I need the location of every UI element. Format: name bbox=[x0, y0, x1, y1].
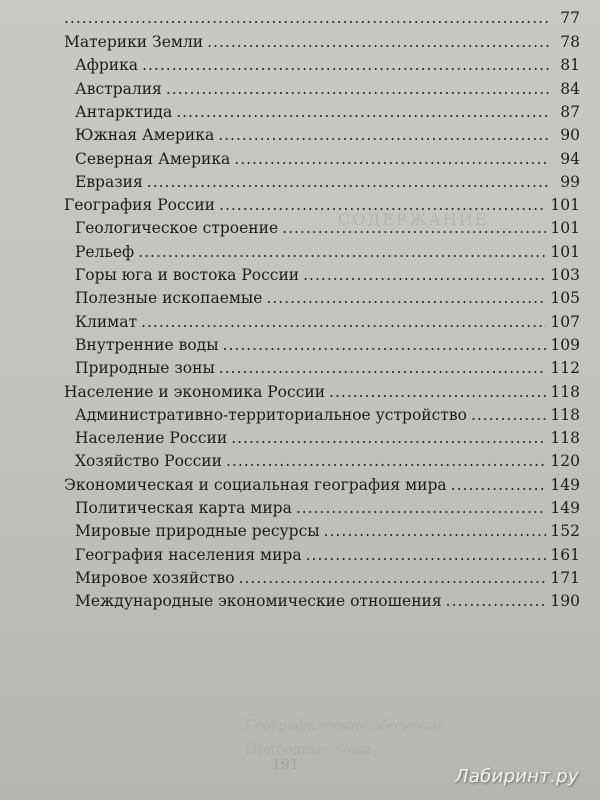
toc-page-number: 99 bbox=[560, 173, 580, 191]
toc-title: География России bbox=[64, 196, 216, 214]
toc-section-row bbox=[64, 382, 580, 404]
show-through-line: Природные зоны bbox=[245, 742, 372, 758]
toc-page-number: 101 bbox=[550, 196, 580, 214]
leader-dots bbox=[239, 568, 547, 588]
toc-title: Полезные ископаемые bbox=[75, 289, 263, 307]
toc-title: Евразия bbox=[75, 173, 143, 191]
toc-title: Рельеф bbox=[75, 243, 135, 261]
leader-dots bbox=[296, 498, 547, 518]
toc-subsection-row bbox=[75, 172, 580, 194]
leader-dots bbox=[219, 358, 547, 378]
toc-subsection-row bbox=[75, 218, 580, 240]
toc-page-number: 105 bbox=[550, 289, 580, 307]
toc-title: Природные зоны bbox=[75, 359, 215, 377]
leader-dots bbox=[266, 288, 546, 308]
toc-title: Южная Америка bbox=[75, 126, 215, 144]
leader-dots bbox=[218, 125, 550, 145]
toc-title: Северная Америка bbox=[75, 150, 231, 168]
toc-section-row bbox=[64, 32, 580, 54]
toc-title: Политическая карта мира bbox=[75, 499, 292, 517]
toc-page-number: 101 bbox=[550, 243, 580, 261]
toc-subsection-row bbox=[75, 521, 580, 543]
leader-dots bbox=[166, 79, 550, 99]
toc-subsection-row bbox=[75, 405, 580, 427]
leader-dots bbox=[226, 451, 546, 471]
toc-title: Население и экономика России bbox=[64, 383, 326, 401]
leader-dots bbox=[231, 428, 546, 448]
toc-page-number: 120 bbox=[550, 452, 580, 470]
toc-title: Австралия bbox=[75, 80, 162, 98]
leader-dots bbox=[306, 545, 547, 565]
toc-title: Горы юга и востока России bbox=[75, 266, 300, 284]
toc-title: Геологическое строение bbox=[75, 219, 279, 237]
leader-dots bbox=[282, 218, 546, 238]
toc-page-number: 107 bbox=[550, 313, 580, 331]
leader-dots bbox=[147, 172, 550, 192]
toc-subsection-row bbox=[75, 242, 580, 264]
toc-title: Хозяйство России bbox=[75, 452, 222, 470]
toc-page-number: 90 bbox=[560, 126, 580, 144]
leader-dots bbox=[64, 8, 550, 28]
toc-page-number: 94 bbox=[560, 150, 580, 168]
toc-page-number: 84 bbox=[560, 80, 580, 98]
toc-title: Мировое хозяйство bbox=[75, 569, 235, 587]
leader-dots bbox=[329, 382, 546, 402]
leader-dots bbox=[138, 242, 546, 262]
toc-page-number: 171 bbox=[550, 569, 580, 587]
toc-section-row bbox=[64, 195, 580, 217]
toc-subsection-row bbox=[75, 102, 580, 124]
leader-dots bbox=[176, 102, 550, 122]
toc-page-number: 149 bbox=[550, 499, 580, 517]
toc-page-number: 152 bbox=[550, 522, 580, 540]
toc-subsection-row bbox=[75, 451, 580, 473]
toc-page-number: 118 bbox=[550, 406, 580, 424]
toc-title: Антарктида bbox=[75, 103, 173, 121]
leader-dots bbox=[207, 32, 550, 52]
toc-page-number: 101 bbox=[550, 219, 580, 237]
toc-page-number: 149 bbox=[550, 476, 580, 494]
toc-title: Экономическая и социальная география мира bbox=[64, 476, 447, 494]
toc-page-number: 109 bbox=[550, 336, 580, 354]
leader-dots bbox=[471, 405, 546, 425]
toc-title: География населения мира bbox=[75, 546, 302, 564]
leader-dots bbox=[446, 591, 547, 611]
labirint-logo: Лабиринт.ру bbox=[455, 766, 579, 787]
toc-section-row bbox=[64, 475, 580, 497]
toc-subsection-row bbox=[75, 335, 580, 357]
toc-subsection-row bbox=[75, 149, 580, 171]
leader-dots bbox=[142, 55, 550, 75]
toc-subsection-row bbox=[75, 498, 580, 520]
leader-dots bbox=[303, 265, 546, 285]
leader-dots bbox=[219, 195, 546, 215]
toc-page-number: 118 bbox=[550, 383, 580, 401]
toc-continuation-row bbox=[60, 8, 580, 30]
toc-page-number: 190 bbox=[550, 592, 580, 610]
toc-page-number: 103 bbox=[550, 266, 580, 284]
toc-title: Административно-территориальное устройство bbox=[75, 406, 467, 424]
leader-dots bbox=[141, 312, 546, 332]
toc-subsection-row bbox=[75, 288, 580, 310]
toc-subsection-row bbox=[75, 568, 580, 590]
show-through-page-number: 191 bbox=[272, 757, 299, 773]
toc-subsection-row bbox=[75, 358, 580, 380]
toc-title: Африка bbox=[75, 56, 139, 74]
toc-title: Население России bbox=[75, 429, 228, 447]
toc-page-number: 118 bbox=[550, 429, 580, 447]
toc-title: Международные экономические отношения bbox=[75, 592, 442, 610]
toc-subsection-row bbox=[75, 428, 580, 450]
toc-title: Внутренние воды bbox=[75, 336, 219, 354]
toc-page-number: 161 bbox=[550, 546, 580, 564]
leader-dots bbox=[324, 521, 547, 541]
leader-dots bbox=[223, 335, 547, 355]
leader-dots bbox=[234, 149, 550, 169]
toc-page-number: 77 bbox=[560, 9, 580, 27]
toc-subsection-row bbox=[75, 265, 580, 287]
toc-subsection-row bbox=[75, 79, 580, 101]
toc-subsection-row bbox=[75, 545, 580, 567]
toc-subsection-row bbox=[75, 591, 580, 613]
toc-subsection-row bbox=[75, 312, 580, 334]
toc-page-number: 81 bbox=[560, 56, 580, 74]
toc-title: Мировые природные ресурсы bbox=[75, 522, 320, 540]
leader-dots bbox=[451, 475, 547, 495]
show-through-heading: СОДЕРЖАНИЕ bbox=[338, 210, 489, 229]
toc-title: Климат bbox=[75, 313, 138, 331]
toc-title: Материки Земли bbox=[64, 33, 204, 51]
toc-page-number: 112 bbox=[550, 359, 580, 377]
toc-page-number: 78 bbox=[560, 33, 580, 51]
toc-subsection-row bbox=[75, 55, 580, 77]
toc-subsection-row bbox=[75, 125, 580, 147]
toc-page-number: 87 bbox=[560, 103, 580, 121]
show-through-line: Географические оболочки bbox=[245, 718, 443, 734]
